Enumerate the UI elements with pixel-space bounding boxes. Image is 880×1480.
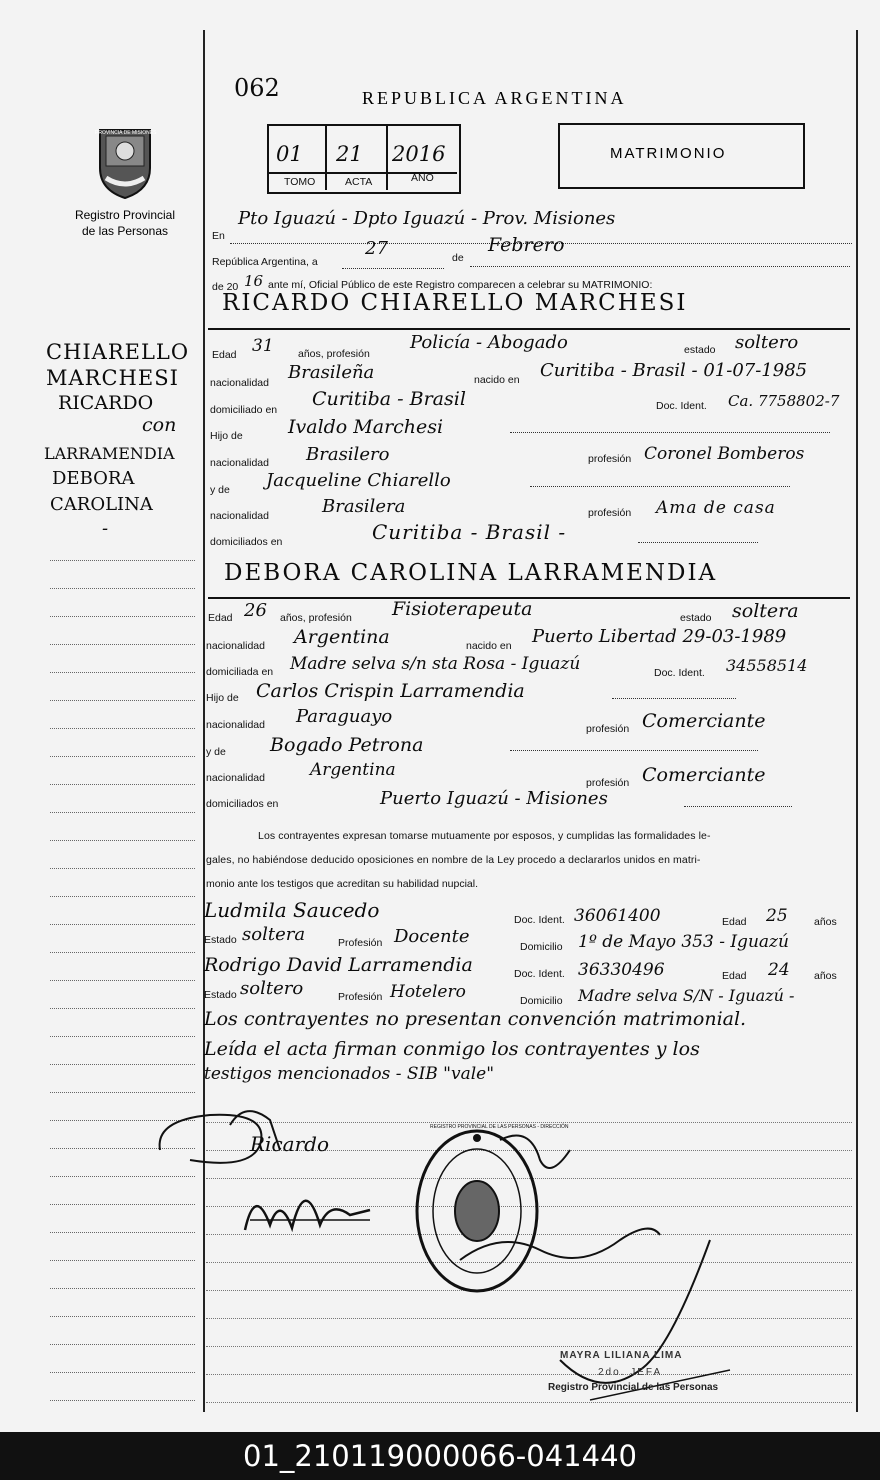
anio-label: AÑO	[411, 172, 434, 184]
bride-yde-label: y de	[206, 746, 226, 758]
note-line-1: Los contrayentes no presentan convención matrimonial.	[204, 1008, 747, 1030]
groom-padre-nac: Brasilero	[306, 444, 390, 465]
witness1-estado: soltera	[242, 924, 306, 945]
bride-nacionalidad: Argentina	[294, 626, 390, 648]
witness2-domicilio: Madre selva S/N - Iguazú -	[578, 986, 795, 1005]
witness2-profesion: Hotelero	[390, 982, 466, 1002]
margin-name-line: CHIARELLO	[46, 340, 190, 364]
witness1-edad: 25	[766, 906, 788, 926]
bride-padre-nac-label: nacionalidad	[206, 719, 265, 731]
declaration-line-1: Los contrayentes expresan tomarse mutuamente por esposos, y cumplidas las formalidades le-	[258, 830, 711, 842]
groom-edad: 31	[252, 336, 274, 356]
en-label: En	[212, 230, 225, 242]
groom-profesion: Policía - Abogado	[410, 332, 568, 353]
witness2-name: Rodrigo David Larramendia	[204, 954, 473, 976]
stamp-ring-text: REGISTRO PROVINCIAL DE LAS PERSONAS - DIRECCIÓN	[430, 1124, 569, 1130]
margin-name-line: CAROLINA	[50, 494, 153, 515]
witness2-edad-label: Edad	[722, 970, 747, 982]
bride-madre-prof-label: profesión	[586, 777, 630, 789]
groom-hijo-label: Hijo de	[210, 430, 243, 442]
groom-madre-nac: Brasilera	[322, 496, 406, 517]
margin-name-line: LARRAMENDIA	[44, 444, 175, 463]
intro-tail: ante mí, Oficial Público de este Registro comparecen a celebrar su MATRIMONIO:	[268, 279, 653, 291]
witness2-anios-label: años	[814, 970, 837, 982]
witness1-estado-label: Estado	[204, 934, 237, 946]
bride-doc: 34558514	[726, 656, 808, 675]
groom-yde-label: y de	[210, 484, 230, 496]
groom-nacido-label: nacido en	[474, 374, 520, 386]
republica-label: República Argentina, a	[212, 256, 318, 268]
bride-edad: 26	[244, 600, 267, 621]
official-name: MAYRA LILIANA LIMA	[560, 1350, 683, 1361]
de-label: de	[452, 252, 464, 264]
groom-estado-label: estado	[684, 344, 716, 356]
groom-padre: Ivaldo Marchesi	[288, 416, 444, 438]
bride-madre: Bogado Petrona	[270, 734, 424, 756]
page-number: 062	[234, 74, 280, 102]
bride-doms-label: domiciliados en	[206, 798, 279, 810]
groom-doms-label: domiciliados en	[210, 536, 283, 548]
bride-nacido-label: nacido en	[466, 640, 512, 652]
act-type: MATRIMONIO	[610, 145, 727, 162]
registry-name-line1: Registro Provincial	[74, 208, 176, 222]
bride-estado-label: estado	[680, 612, 712, 624]
witness1-profesion: Docente	[394, 926, 470, 947]
bride-nac-label: nacionalidad	[206, 640, 265, 652]
note-line-3: testigos mencionados - SIB "vale"	[204, 1064, 495, 1084]
acta-value: 21	[336, 142, 363, 166]
groom-estado: soltero	[735, 332, 799, 353]
declaration-line-2: gales, no habiéndose deducido oposiciones en nombre de la Ley procedo a declararlos unidos en matri-	[206, 854, 701, 866]
bride-name: DEBORA CAROLINA LARRAMENDIA	[224, 560, 718, 586]
place-value: Pto Iguazú - Dpto Iguazú - Prov. Misiones	[238, 208, 616, 229]
groom-nacionalidad: Brasileña	[288, 362, 375, 383]
bride-anios-label: años, profesión	[280, 612, 352, 624]
groom-padre-nac-label: nacionalidad	[210, 457, 269, 469]
scan-id-footer: 01_210119000066-041440	[0, 1432, 880, 1480]
groom-domicilio: Curitiba - Brasil	[312, 388, 466, 410]
groom-padres-dom: Curitiba - Brasil -	[372, 520, 567, 544]
groom-dom-label: domiciliado en	[210, 404, 278, 416]
registry-name-line2: de las Personas	[81, 224, 169, 238]
bride-padre-prof-label: profesión	[586, 723, 630, 735]
groom-padre-prof: Coronel Bomberos	[644, 444, 805, 464]
bride-hijo-label: Hijo de	[206, 692, 239, 704]
groom-edad-label: Edad	[212, 349, 237, 361]
left-column-border	[203, 30, 205, 1412]
bride-madre-nac: Argentina	[310, 760, 396, 780]
year-label: de 20	[212, 281, 239, 293]
bride-padre-prof: Comerciante	[642, 710, 766, 732]
year-value: 16	[244, 272, 264, 290]
tomo-label: TOMO	[284, 176, 316, 188]
groom-separator	[208, 328, 850, 330]
margin-name-line: -	[102, 518, 109, 539]
bride-padres-dom: Puerto Iguazú - Misiones	[380, 788, 608, 809]
witness2-estado: soltero	[240, 978, 304, 999]
month-value: Febrero	[488, 234, 565, 256]
margin-name-line: con	[142, 414, 177, 436]
bride-edad-label: Edad	[208, 612, 233, 624]
note-line-2: Leída el acta firman conmigo los contrayentes y los	[204, 1038, 700, 1060]
bride-padre-nac: Paraguayo	[296, 706, 393, 727]
country-title: REPUBLICA ARGENTINA	[362, 88, 627, 108]
witness1-edad-label: Edad	[722, 916, 747, 928]
groom-nacido: Curitiba - Brasil - 01-07-1985	[540, 360, 808, 381]
witness2-doc-label: Doc. Ident.	[514, 968, 565, 980]
witness2-prof-label: Profesión	[338, 991, 383, 1003]
bride-profesion: Fisioterapeuta	[392, 598, 533, 620]
day-value: 27	[365, 238, 388, 259]
groom-madre-prof: Ama de casa	[656, 498, 776, 518]
groom-nac-label: nacionalidad	[210, 377, 269, 389]
witness1-doc-label: Doc. Ident.	[514, 914, 565, 926]
witness1-anios-label: años	[814, 916, 837, 928]
bride-padre: Carlos Crispin Larramendia	[256, 680, 525, 702]
bride-dom-label: domiciliada en	[206, 666, 274, 678]
witness1-dom-label: Domicilio	[520, 941, 563, 953]
emblem-seal-text: PROVINCIA DE MISIONES	[95, 130, 157, 136]
official-office: Registro Provincial de las Personas	[548, 1382, 719, 1393]
margin-name-line: MARCHESI	[46, 366, 179, 390]
witness1-prof-label: Profesión	[338, 937, 383, 949]
margin-name-line: DEBORA	[52, 468, 135, 489]
witness1-name: Ludmila Saucedo	[204, 898, 380, 922]
witness1-doc: 36061400	[574, 906, 661, 926]
groom-madre: Jacqueline Chiarello	[266, 470, 451, 491]
groom-padre-prof-label: profesión	[588, 453, 632, 465]
declaration-line-3: monio ante los testigos que acreditan su habilidad nupcial.	[206, 878, 479, 890]
bride-madre-nac-label: nacionalidad	[206, 772, 265, 784]
groom-doc: Ca. 7758802-7	[728, 392, 840, 410]
tomo-value: 01	[276, 142, 303, 166]
groom-name: RICARDO CHIARELLO MARCHESI	[222, 290, 688, 316]
margin-name-line: RICARDO	[58, 392, 154, 414]
groom-madre-prof-label: profesión	[588, 507, 632, 519]
witness2-doc: 36330496	[578, 960, 665, 980]
bride-doc-label: Doc. Ident.	[654, 667, 705, 679]
anio-value: 2016	[392, 142, 446, 166]
witness1-domicilio: 1º de Mayo 353 - Iguazú	[578, 932, 789, 952]
bride-madre-prof: Comerciante	[642, 764, 766, 786]
bride-signature	[230, 1170, 380, 1250]
witness2-estado-label: Estado	[204, 989, 237, 1001]
witness2-dom-label: Domicilio	[520, 995, 563, 1007]
bride-domicilio: Madre selva s/n sta Rosa - Iguazú	[290, 654, 581, 674]
groom-anios-label: años, profesión	[298, 348, 370, 360]
acta-label: ACTA	[345, 176, 373, 188]
groom-signature-text: Ricardo	[250, 1132, 329, 1156]
official-role: 2do. JEFA	[598, 1367, 663, 1378]
bride-nacido: Puerto Libertad 29-03-1989	[532, 626, 787, 647]
groom-doc-label: Doc. Ident.	[656, 400, 707, 412]
right-border	[856, 30, 858, 1412]
groom-madre-nac-label: nacionalidad	[210, 510, 269, 522]
bride-estado: soltera	[732, 600, 799, 622]
witness2-edad: 24	[768, 960, 790, 980]
